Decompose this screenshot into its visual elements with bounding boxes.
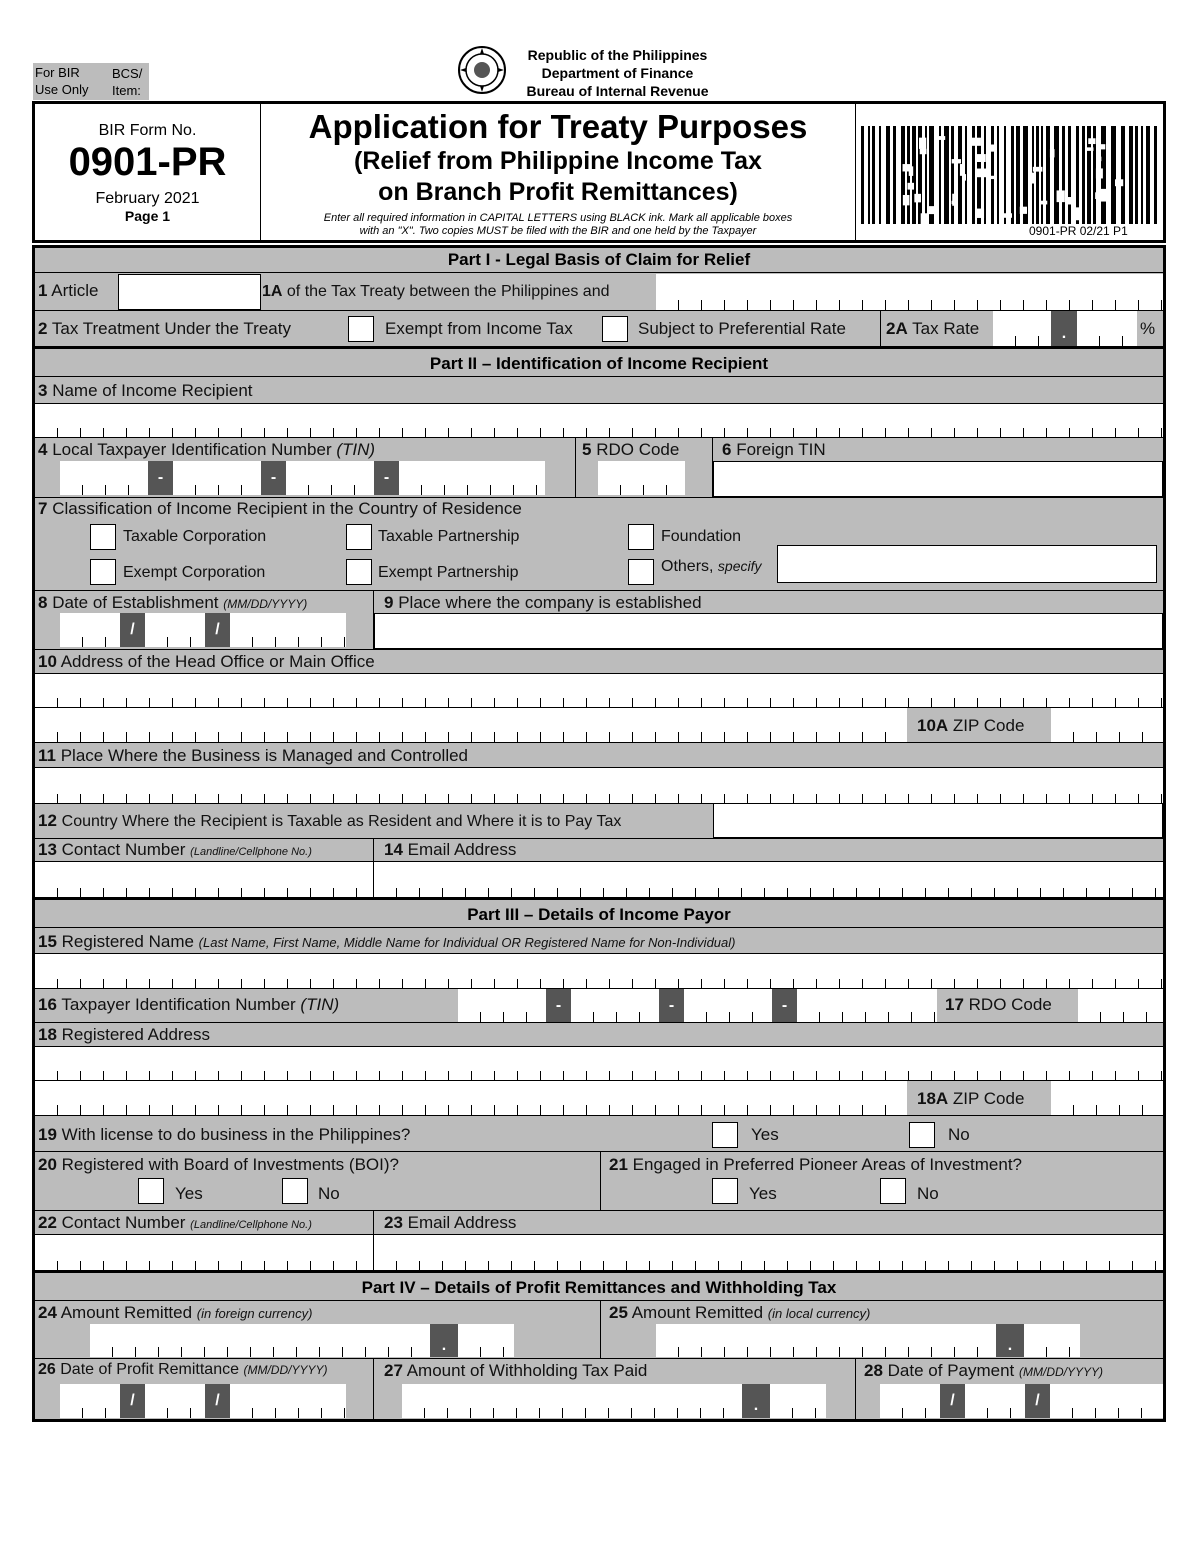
form-instructions-1: Enter all required information in CAPITAL LETTERS using BLACK ink. Mark all applicable boxes [323, 212, 793, 224]
exempt-corporation-label: Exempt Corporation [123, 564, 266, 581]
remittance-month-input[interactable] [60, 1384, 120, 1418]
boi-no-label: No [318, 1184, 340, 1203]
date8-slash-1: / [120, 613, 145, 647]
form-no-label: BIR Form No. [98, 122, 197, 139]
payor-contact-number-input[interactable] [35, 1234, 373, 1271]
license-no-label: No [948, 1125, 970, 1144]
amount-foreign-cents-input[interactable] [458, 1324, 514, 1357]
payor-rdo-code-input[interactable] [1078, 989, 1163, 1022]
payment-day-input[interactable] [965, 1384, 1025, 1418]
form-date: February 2021 [95, 190, 200, 207]
field-13-label: 13 Contact Number (Landline/Cellphone No.) [38, 840, 312, 859]
income-recipient-name-input[interactable] [35, 403, 1163, 438]
part2-header: Part II – Identification of Income Recipient [35, 352, 1163, 377]
form-subtitle-2: on Branch Profit Remittances) [378, 178, 738, 206]
field-1-label: 1 Article [38, 281, 99, 300]
rdo-code-input[interactable] [598, 461, 685, 495]
exempt-corporation-checkbox[interactable] [90, 559, 116, 585]
article-input[interactable] [118, 274, 261, 310]
form-instructions-2: with an "X". Two copies MUST be filed with the BIR and one held by the Taxpayer [359, 225, 757, 237]
place-established-input[interactable] [374, 613, 1163, 649]
payor-tin-part-3[interactable] [684, 989, 772, 1022]
dof-text: Department of Finance [541, 65, 694, 81]
field-16-label: 16 Taxpayer Identification Number (TIN) [38, 995, 340, 1014]
boi-yes-checkbox[interactable] [138, 1178, 164, 1204]
payor-tin-dash-3: - [772, 989, 797, 1022]
exempt-label: Exempt from Income Tax [385, 319, 573, 338]
exempt-partnership-checkbox[interactable] [346, 559, 372, 585]
barcode-code: 0901-PR 02/21 P1 [1029, 224, 1128, 238]
field-27-label: 27 Amount of Withholding Tax Paid [384, 1361, 648, 1380]
payor-zip-input[interactable] [1051, 1081, 1163, 1115]
boi-yes-label: Yes [175, 1184, 203, 1203]
payor-tin-part-4[interactable] [797, 989, 937, 1022]
payor-tin-dash-1: - [546, 989, 571, 1022]
foreign-tin-input[interactable] [713, 461, 1163, 497]
field-7-label: 7 Classification of Income Recipient in the Country of Residence [38, 499, 522, 518]
field-22-label: 22 Contact Number (Landline/Cellphone No.) [38, 1213, 312, 1232]
amount-foreign-decimal-point: . [430, 1324, 458, 1357]
establishment-day-input[interactable] [145, 613, 205, 647]
pioneer-no-label: No [917, 1184, 939, 1203]
field-14-label: 14 Email Address [384, 840, 517, 859]
field-12-label: 12 Country Where the Recipient is Taxable as Resident and Where it is to Pay Tax [38, 811, 622, 830]
head-office-address-line-2[interactable] [35, 708, 907, 742]
withholding-tax-cents-input[interactable] [770, 1384, 826, 1418]
foundation-checkbox[interactable] [628, 524, 654, 550]
exempt-checkbox[interactable] [348, 316, 374, 342]
date8-slash-2: / [205, 613, 230, 647]
head-office-address-line-1[interactable] [35, 673, 1163, 708]
form-header [32, 101, 1166, 243]
payor-address-line-2[interactable] [35, 1081, 907, 1115]
field-10a-label: 10A ZIP Code [917, 716, 1025, 735]
percent-sign: % [1140, 319, 1156, 338]
taxable-partnership-label: Taxable Partnership [378, 528, 520, 545]
head-office-zip-input[interactable] [1051, 708, 1163, 742]
use-only-label: Use Only [35, 82, 89, 97]
payor-tin-part-1[interactable] [458, 989, 546, 1022]
field-19-label: 19 With license to do business in the Philippines? [38, 1125, 411, 1144]
field-18a-label: 18A ZIP Code [917, 1089, 1025, 1108]
field-11-label: 11 Place Where the Business is Managed and Controlled [38, 746, 469, 765]
remittance-year-input[interactable] [230, 1384, 346, 1418]
treaty-country-input[interactable] [656, 274, 1163, 310]
pioneer-yes-label: Yes [749, 1184, 777, 1203]
for-bir-use-only [33, 63, 149, 100]
tin-dash-1: - [148, 461, 173, 495]
taxable-partnership-checkbox[interactable] [346, 524, 372, 550]
date26-slash-2: / [205, 1384, 230, 1418]
part1-header: Part I - Legal Basis of Claim for Relief [35, 248, 1163, 273]
bcs-label: BCS/ [112, 66, 143, 81]
country-taxable-input[interactable] [713, 803, 1163, 838]
establishment-month-input[interactable] [60, 613, 120, 647]
field-24-label: 24 Amount Remitted (in foreign currency) [38, 1303, 313, 1322]
date26-slash-1: / [120, 1384, 145, 1418]
field-8-label: 8 Date of Establishment (MM/DD/YYYY) [38, 593, 308, 612]
form-page: Page 1 [124, 208, 171, 224]
email-address-input[interactable] [374, 861, 1163, 898]
local-tin-part-2[interactable] [173, 461, 261, 495]
field-20-label: 20 Registered with Board of Investments (BOI)? [38, 1155, 399, 1174]
preferential-label: Subject to Preferential Rate [638, 319, 846, 338]
field-28-label: 28 Date of Payment (MM/DD/YYYY) [864, 1361, 1104, 1380]
establishment-year-input[interactable] [230, 613, 346, 647]
amount-foreign-whole-input[interactable] [90, 1324, 430, 1357]
field-4-label: 4 Local Taxpayer Identification Number (TIN) [38, 440, 376, 459]
field-3-label: 3 Name of Income Recipient [38, 381, 253, 400]
republic-text: Republic of the Philippines [527, 47, 708, 63]
field-2-label: 2 Tax Treatment Under the Treaty [38, 319, 291, 338]
payor-registered-name-input[interactable] [35, 953, 1163, 989]
bir-seal-logo [457, 45, 507, 95]
field-25-label: 25 Amount Remitted (in local currency) [609, 1303, 871, 1322]
boi-no-checkbox[interactable] [282, 1178, 308, 1204]
others-label: Others, specify [661, 558, 762, 575]
others-checkbox[interactable] [628, 559, 654, 585]
field-17-label: 17 RDO Code [945, 995, 1052, 1014]
date28-slash-2: / [1025, 1384, 1050, 1418]
pioneer-yes-checkbox[interactable] [712, 1178, 738, 1204]
foundation-label: Foundation [661, 528, 742, 545]
tax-rate-decimal-input[interactable] [1077, 311, 1137, 346]
license-no-checkbox[interactable] [909, 1122, 935, 1148]
preferential-checkbox[interactable] [602, 316, 628, 342]
part3-header: Part III – Details of Income Payor [35, 903, 1163, 928]
local-tin-part-1[interactable] [60, 461, 148, 495]
license-yes-checkbox[interactable] [712, 1122, 738, 1148]
date28-slash-1: / [940, 1384, 965, 1418]
taxable-corporation-label: Taxable Corporation [123, 528, 267, 545]
part4-header: Part IV – Details of Profit Remittances and Withholding Tax [35, 1276, 1163, 1301]
tax-rate-whole-input[interactable] [993, 311, 1051, 346]
field-9-label: 9 Place where the company is established [384, 593, 702, 612]
field-23-label: 23 Email Address [384, 1213, 517, 1232]
item-label: Item: [112, 83, 141, 98]
form-number: 0901-PR [68, 140, 227, 184]
field-10-label: 10 Address of the Head Office or Main Office [38, 652, 375, 671]
payment-month-input[interactable] [880, 1384, 940, 1418]
field-15-label: 15 Registered Name (Last Name, First Name, Middle Name for Individual OR Registered Name for Non-Individual) [38, 932, 736, 951]
bir-text: Bureau of Internal Revenue [526, 83, 709, 99]
taxable-corporation-checkbox[interactable] [90, 524, 116, 550]
managed-controlled-place-input[interactable] [35, 767, 1163, 804]
form-title: Application for Treaty Purposes [308, 108, 808, 145]
withholding-tax-whole-input[interactable] [402, 1384, 742, 1418]
tin-dash-2: - [261, 461, 286, 495]
for-bir-label: For BIR [35, 65, 80, 80]
field-5-label: 5 RDO Code [582, 440, 680, 459]
payor-address-line-1[interactable] [35, 1046, 1163, 1081]
remittance-day-input[interactable] [145, 1384, 205, 1418]
field-26-label: 26 Date of Profit Remittance (MM/DD/YYYY) [38, 1361, 328, 1378]
payment-year-input[interactable] [1050, 1384, 1163, 1418]
local-tin-part-4[interactable] [399, 461, 545, 495]
license-yes-label: Yes [751, 1125, 779, 1144]
field-6-label: 6 Foreign TIN [722, 440, 826, 459]
local-tin-part-3[interactable] [286, 461, 374, 495]
exempt-partnership-label: Exempt Partnership [378, 564, 519, 581]
field-21-label: 21 Engaged in Preferred Pioneer Areas of Investment? [609, 1155, 1023, 1174]
amount-local-decimal-point: . [996, 1324, 1024, 1357]
contact-number-input[interactable] [35, 861, 373, 898]
tin-dash-3: - [374, 461, 399, 495]
amount-local-whole-input[interactable] [656, 1324, 996, 1357]
amount-local-cents-input[interactable] [1024, 1324, 1080, 1357]
field-2a-label: 2A Tax Rate [886, 319, 980, 338]
withholding-tax-decimal-point: . [742, 1384, 770, 1418]
form-subtitle-1: (Relief from Philippine Income Tax [354, 147, 762, 175]
others-specify-input[interactable] [777, 545, 1157, 583]
payor-tin-dash-2: - [659, 989, 684, 1022]
field-1a-label: 1A of the Tax Treaty between the Philippines and [262, 283, 610, 300]
payor-email-input[interactable] [374, 1234, 1163, 1271]
barcode [861, 126, 1159, 224]
tax-rate-decimal-point: . [1051, 311, 1077, 346]
field-18-label: 18 Registered Address [38, 1025, 211, 1044]
payor-tin-part-2[interactable] [571, 989, 659, 1022]
pioneer-no-checkbox[interactable] [880, 1178, 906, 1204]
